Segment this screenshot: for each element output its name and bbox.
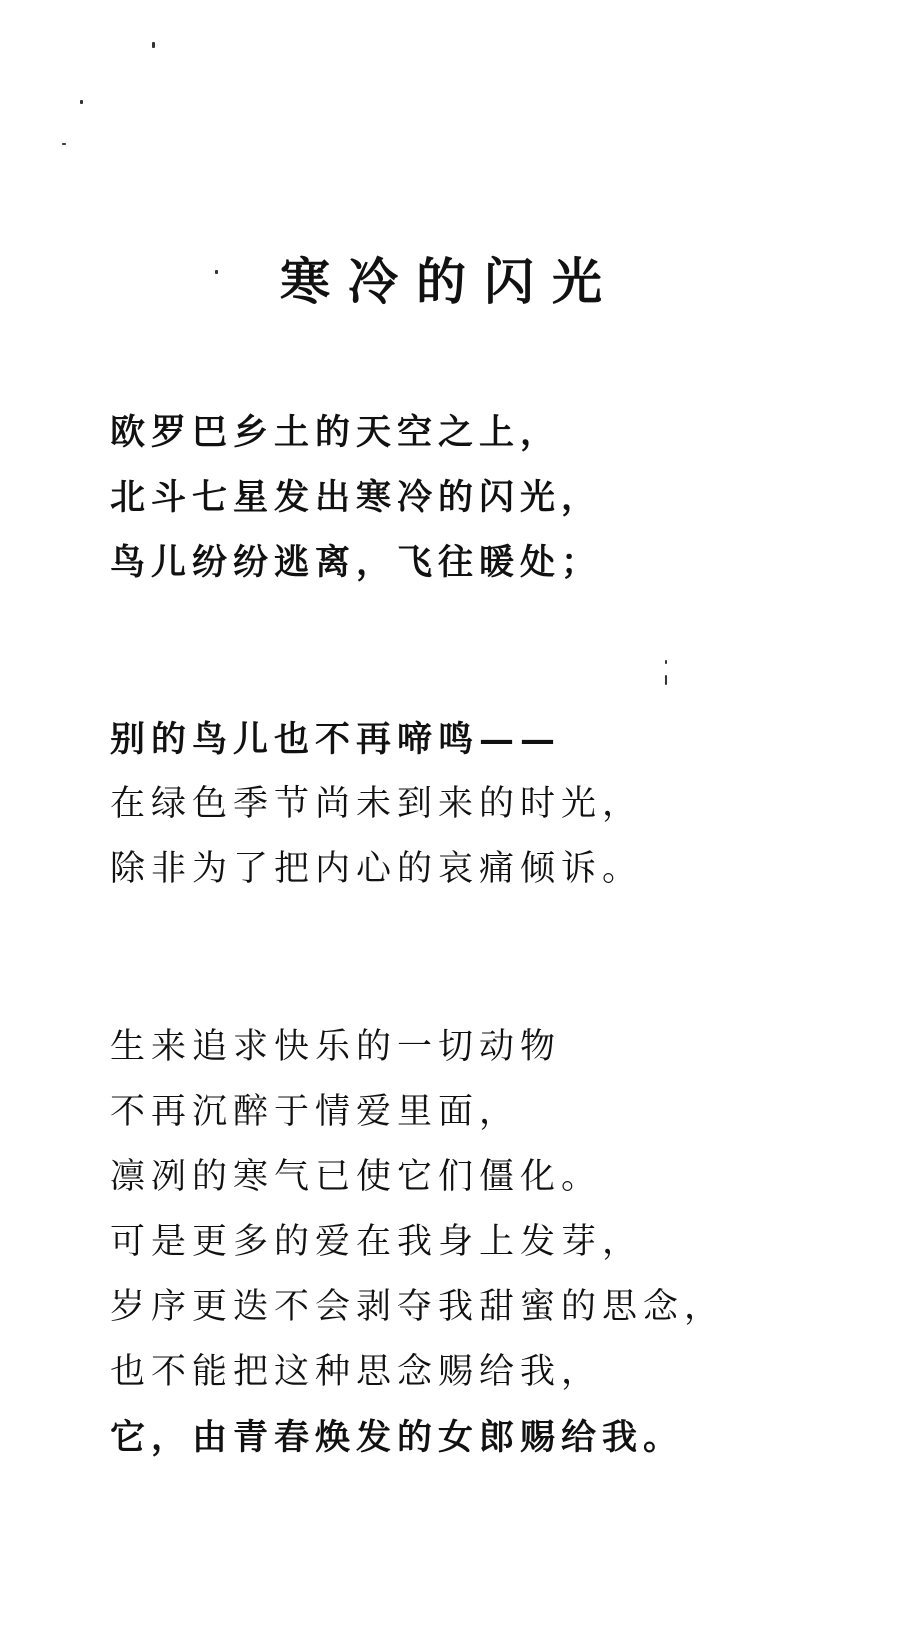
poem-line: 北斗七星发出寒冷的闪光， — [110, 477, 603, 518]
poem-line: 除非为了把内心的哀痛倾诉。 — [110, 849, 644, 889]
poem-title: 寒冷的闪光 — [280, 252, 620, 311]
scan-speck — [665, 660, 667, 664]
poem-line: 不再沉醉于情爱里面， — [110, 1092, 521, 1132]
scan-speck — [62, 143, 66, 145]
poem-line: 生来追求快乐的一切动物 — [110, 1027, 562, 1067]
poem-line: 鸟儿纷纷逃离，飞往暖处； — [110, 542, 603, 583]
scan-speck — [152, 42, 155, 48]
poem-line: 岁序更迭不会剥夺我甜蜜的思念， — [110, 1287, 726, 1327]
stanza-1 — [110, 400, 602, 595]
scan-speck — [665, 675, 667, 685]
poem-line: 别的鸟儿也不再啼鸣—— — [110, 719, 562, 760]
poem-line: 欧罗巴乡土的天空之上， — [110, 412, 562, 453]
poem-line: 也不能把这种思念赐给我， — [110, 1352, 603, 1392]
poem-line: 在绿色季节尚未到来的时光， — [110, 784, 644, 824]
poem-line: 凛冽的寒气已使它们僵化。 — [110, 1157, 603, 1197]
stanza-3 — [110, 1015, 725, 1470]
poem-line: 可是更多的爱在我身上发芽， — [110, 1222, 644, 1262]
scan-speck — [80, 100, 83, 104]
stanza-2 — [110, 707, 643, 902]
poem-line: 它，由青春焕发的女郎赐给我。 — [110, 1417, 685, 1458]
